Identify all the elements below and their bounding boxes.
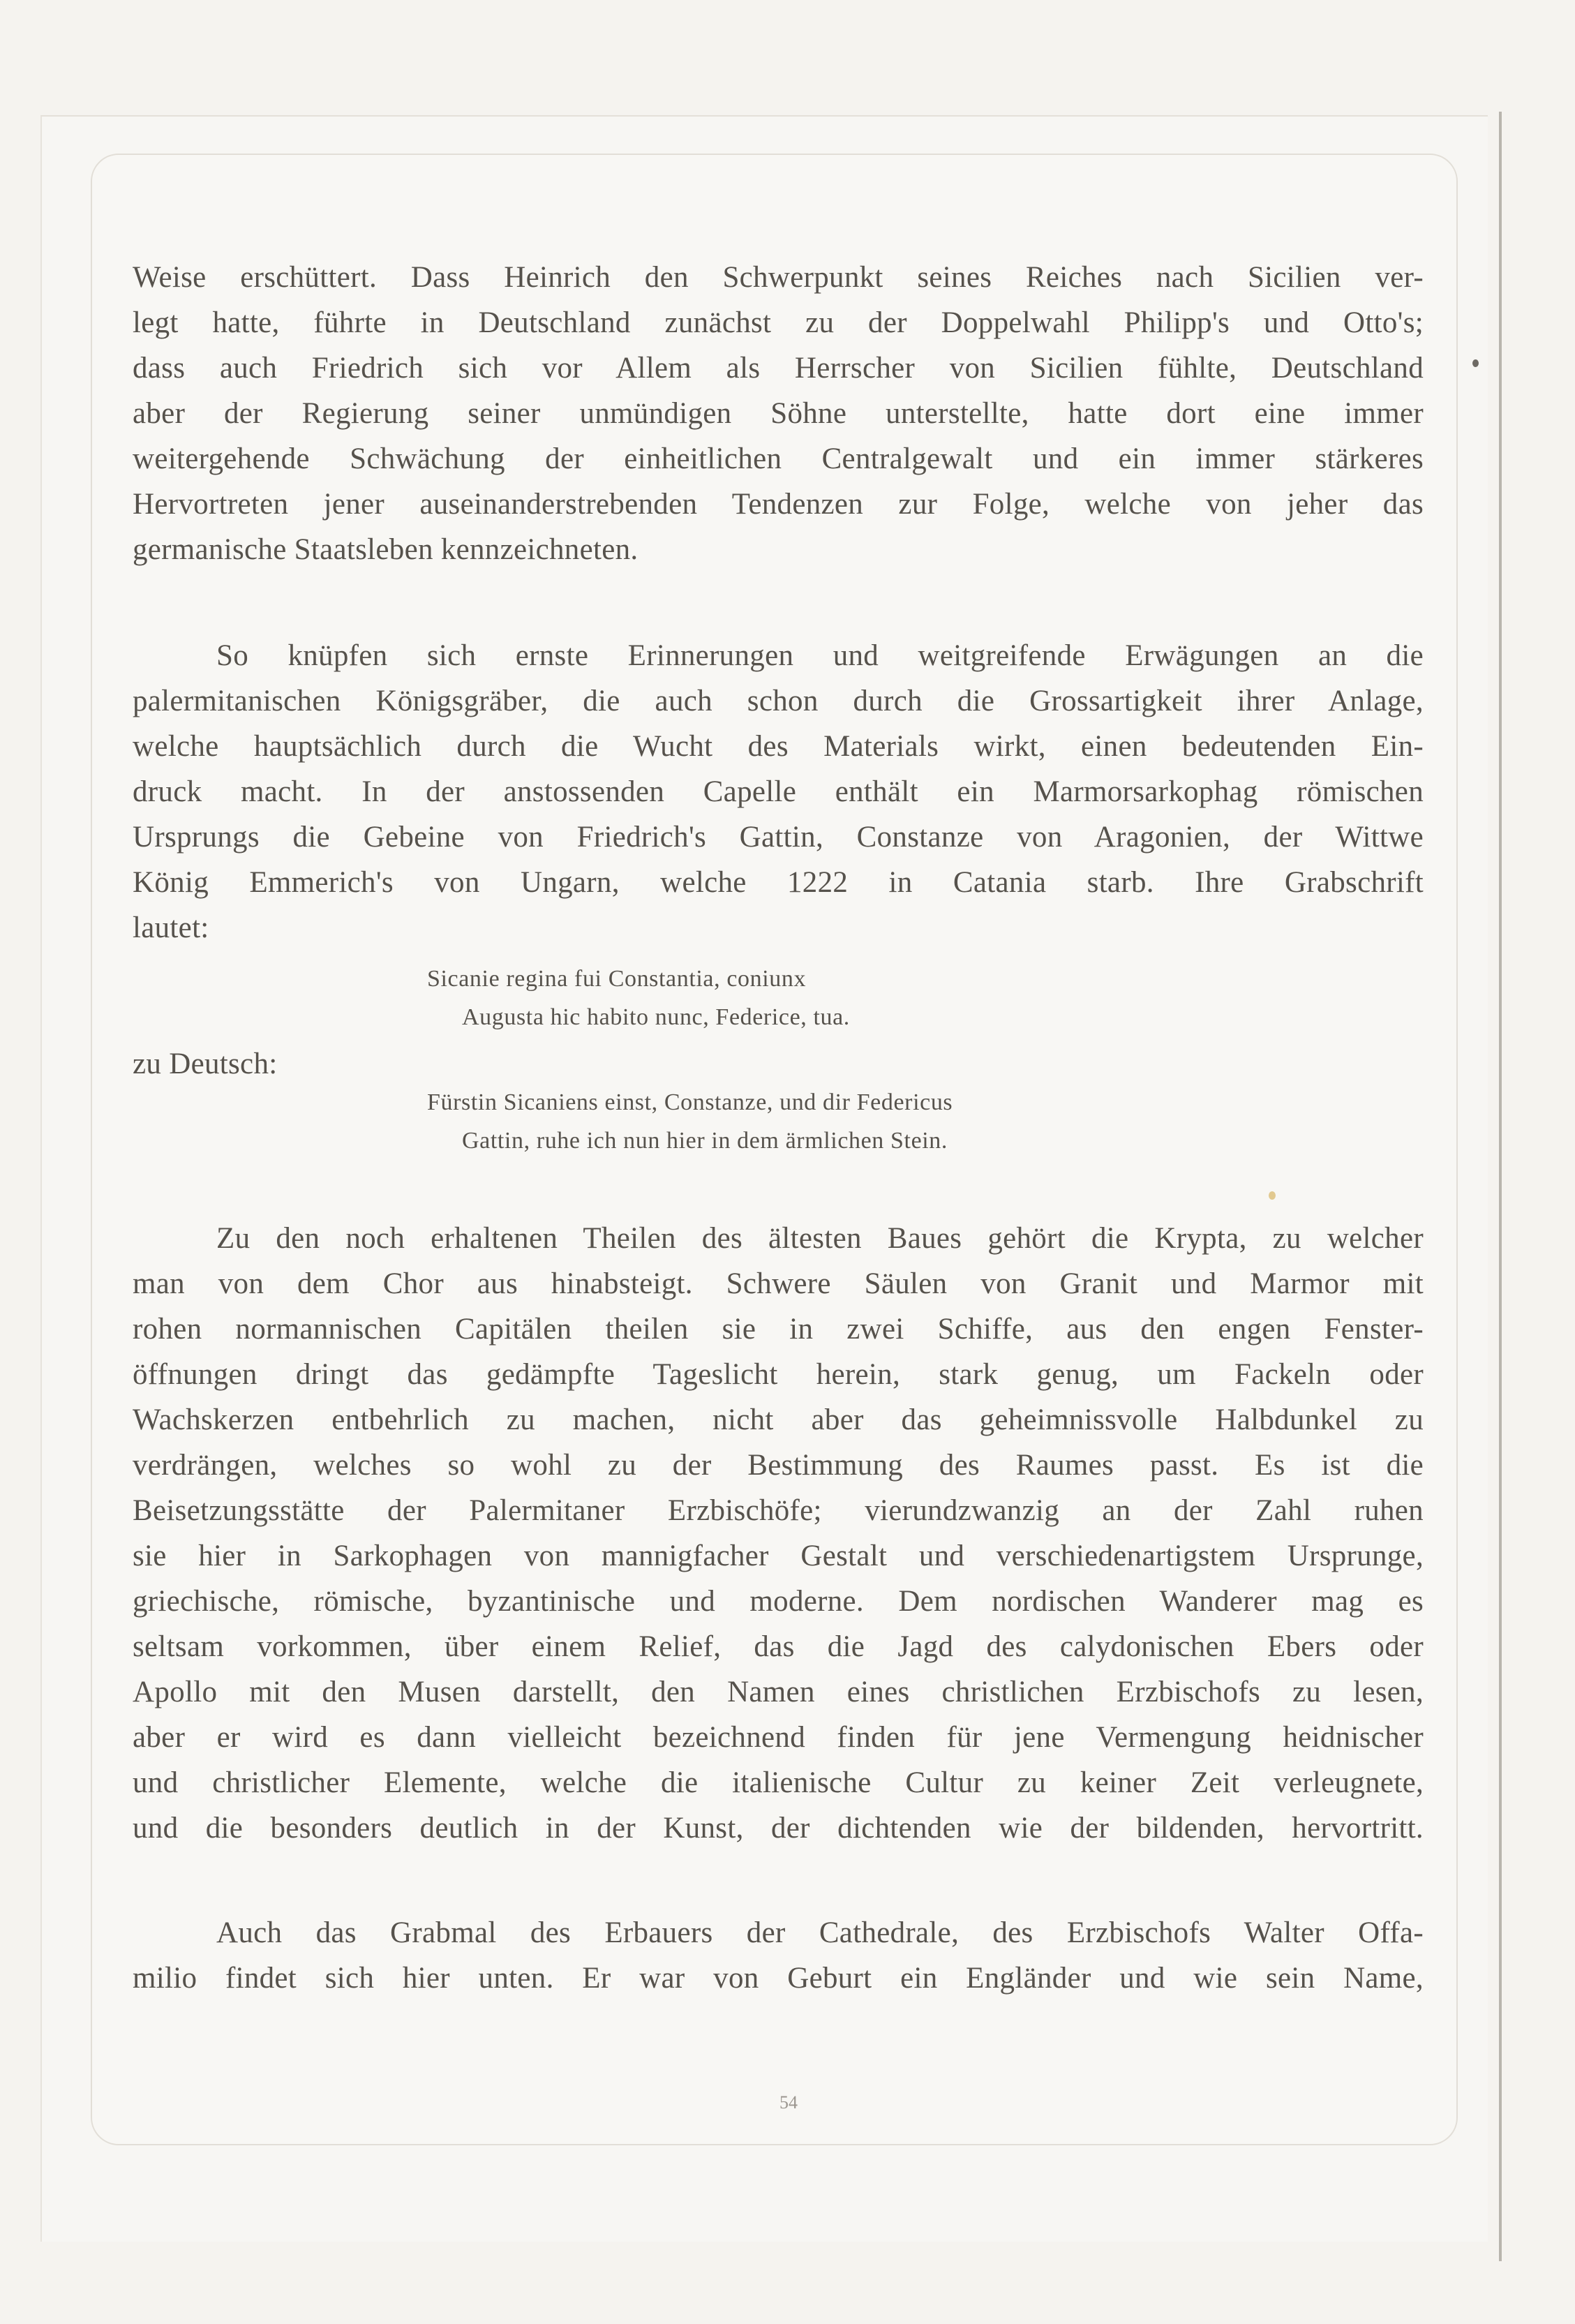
text-line: rohen normannischen Capitälen theilen sie in zwei Schiffe, aus den engen Fenster- xyxy=(133,1313,1424,1346)
text-line: Apollo mit den Musen darstellt, den Namen eines christlichen Erzbischofs zu lesen, xyxy=(133,1676,1424,1708)
text-line: Auch das Grabmal des Erbauers der Cathedrale, des Erzbischofs Walter Offa- xyxy=(216,1916,1424,1949)
text-line: griechische, römische, byzantinische und moderne. Dem nordischen Wanderer mag es xyxy=(133,1585,1424,1618)
text-line: sie hier in Sarkophagen von mannigfacher Gestalt und verschiedenartigstem Ursprunge, xyxy=(133,1540,1424,1572)
text-line: Ursprungs die Gebeine von Friedrich's Gattin, Constanze von Aragonien, der Wittwe xyxy=(133,821,1424,854)
text-line: aber der Regierung seiner unmündigen Söhne unterstellte, hatte dort eine immer xyxy=(133,397,1424,430)
text-line: Beisetzungsstätte der Palermitaner Erzbischöfe; vierundzwanzig an der Zahl ruhen xyxy=(133,1494,1424,1527)
text-line: germanische Staatsleben kennzeichneten. xyxy=(133,533,639,566)
text-line: palermitanischen Königsgräber, die auch schon durch die Grossartigkeit ihrer Anlage, xyxy=(133,685,1424,717)
text-line: dass auch Friedrich sich vor Allem als Herrscher von Sicilien fühlte, Deutschland xyxy=(133,352,1424,385)
verse-line: Augusta hic habito nunc, Federice, tua. xyxy=(462,1004,850,1030)
text-line: Wachskerzen entbehrlich zu machen, nicht aber das geheimnissvolle Halbdunkel zu xyxy=(133,1403,1424,1436)
text-line: legt hatte, führte in Deutschland zunächst zu der Doppelwahl Philipp's und Otto's; xyxy=(133,306,1424,339)
text-line: Weise erschüttert. Dass Heinrich den Schwerpunkt seines Reiches nach Sicilien ver- xyxy=(133,261,1424,294)
text-line: druck macht. In der anstossenden Capelle enthält ein Marmorsarkophag römischen xyxy=(133,775,1424,808)
verse-line: Fürstin Sicaniens einst, Constanze, und dir Federicus xyxy=(427,1089,953,1115)
text-line: und die besonders deutlich in der Kunst, der dichtenden wie der bildenden, hervortritt. xyxy=(133,1812,1424,1845)
text-line: lautet: xyxy=(133,911,209,944)
text-line: König Emmerich's von Ungarn, welche 1222 in Catania starb. Ihre Grabschrift xyxy=(133,866,1424,899)
text-line: welche hauptsächlich durch die Wucht des Materials wirkt, einen bedeutenden Ein- xyxy=(133,730,1424,763)
verse-line: Gattin, ruhe ich nun hier in dem ärmlichen Stein. xyxy=(462,1128,948,1154)
text-line: zu Deutsch: xyxy=(133,1048,278,1080)
text-line: So knüpfen sich ernste Erinnerungen und weitgreifende Erwägungen an die xyxy=(216,639,1424,672)
text-line: öffnungen dringt das gedämpfte Tageslicht herein, stark genug, um Fackeln oder xyxy=(133,1358,1424,1391)
text-line: milio findet sich hier unten. Er war von Geburt ein Engländer und wie sein Name, xyxy=(133,1962,1424,1995)
text-line: verdrängen, welches so wohl zu der Bestimmung des Raumes passt. Es ist die xyxy=(133,1449,1424,1482)
verse-line: Sicanie regina fui Constantia, coniunx xyxy=(427,966,807,992)
text-line: Zu den noch erhaltenen Theilen des ältesten Baues gehört die Krypta, zu welcher xyxy=(216,1222,1424,1255)
text-line: Hervortreten jener auseinanderstrebenden Tendenzen zur Folge, welche von jeher das xyxy=(133,488,1424,521)
text-line: man von dem Chor aus hinabsteigt. Schwere Säulen von Granit und Marmor mit xyxy=(133,1267,1424,1300)
text-line: seltsam vorkommen, über einem Relief, das die Jagd des calydonischen Ebers oder xyxy=(133,1630,1424,1663)
text-line: und christlicher Elemente, welche die italienische Cultur zu keiner Zeit verleugnete, xyxy=(133,1766,1424,1799)
text-line: aber er wird es dann vielleicht bezeichnend finden für jene Vermengung heidnischer xyxy=(133,1721,1424,1754)
page-number: 54 xyxy=(779,2092,798,2113)
text-line: weitergehende Schwächung der einheitlichen Centralgewalt und ein immer stärkeres xyxy=(133,442,1424,475)
